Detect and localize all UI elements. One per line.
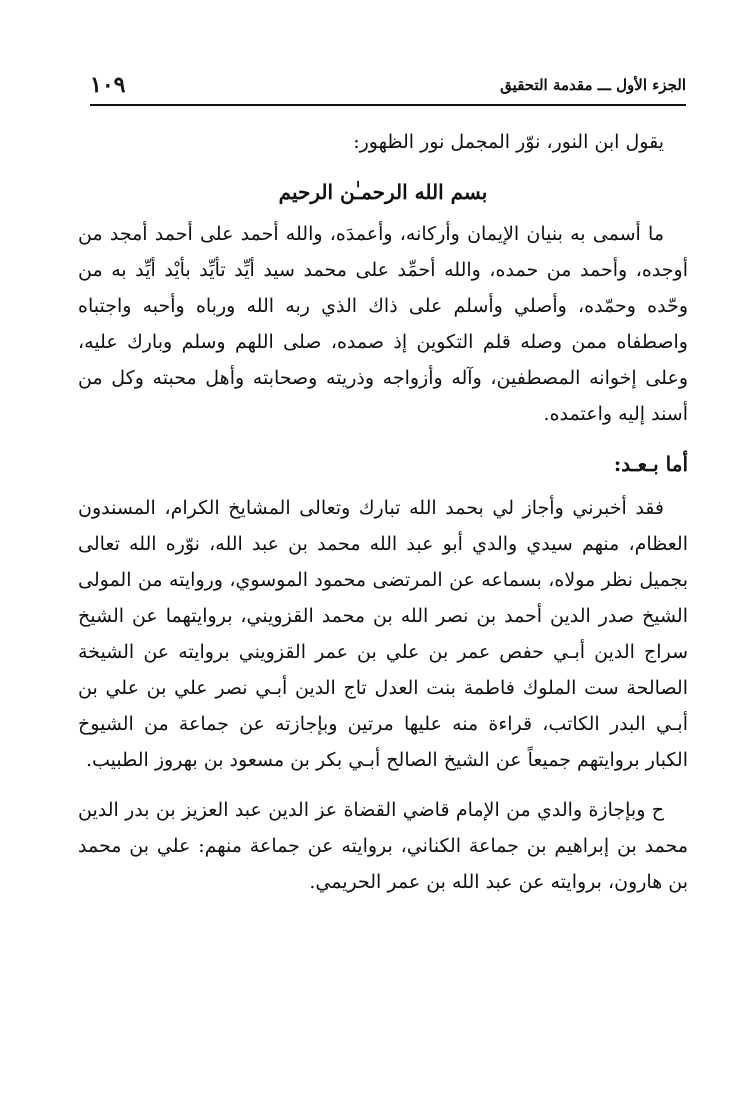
page-number: ١٠٩ [90,72,126,98]
page-body [78,124,688,900]
opening-line: يقول ابن النور، نوّر المجمل نور الظهور: [353,131,664,153]
basmala-heading: بسم الله الرحمـٰن الرحيم [278,180,488,204]
paragraph-praise: ما أسمى به بنيان الإيمان وأركانه، وأعمدَه، والله أحمد على أحمد أمجد من أوجده، وأحمد من حمده، والله أحمِّد على محمد سيد أيِّد تأيِّد بأيْد أيِّد به من وحّده وحمّده، وأصلي وأسلم على ذاك الذي ربه الله ورباه وأحبه واجتباه واصطفاه ممن وصله قلم التكوين إذ صمده، صلى اللهم وسلم وبارك عليه، وعلى إخوانه المصطفين، وآله وأزواجه وذريته وصحابته وأهل محبته وكل من أسند إليه واعتمده. [78,223,688,425]
header-title: الجزء الأول ـــ مقدمة التحقيق [500,76,686,94]
section-heading: أما بـعـد: [613,452,688,476]
running-header [90,72,686,106]
paragraph-second-chain: ح وبإجازة والدي من الإمام قاضي القضاة عز الدين عبد العزيز بن بدر الدين محمد بن إبراهيم بن جماعة الكناني، بروايته عن جماعة منهم: علي بن محمد بن هارون، بروايته عن عبد الله بن عمر الحريمي. [78,799,688,893]
paragraph-chain-of-narration: فقد أخبرني وأجاز لي بحمد الله تبارك وتعالى المشايخ الكرام، المسندون العظام، منهم سيدي والدي أبو عبد الله محمد بن عبد الله، نوّره الله تعالى بجميل نظر مولاه، بسماعه عن المرتضى محمود الموسوي، وروايته من المولى الشيخ صدر الدين أحمد بن نصر الله بن محمد القزويني، بروايتهما عن الشيخ سراج الدين أبـي حفص عمر بن علي بن عمر القزويني بروايته عن الشيخة الصالحة ست الملوك فاطمة بنت العدل تاج الدين أبـي نصر علي بن علي بن أبـي البدر الكاتب، قراءة منه عليها مرتين وبإجازته عن جماعة من الشيوخ الكبار بروايتهم جميعاً عن الشيخ الصالح أبـي بكر بن مسعود بن بهروز الطبيب. [78,497,688,771]
header-rule [90,104,686,106]
